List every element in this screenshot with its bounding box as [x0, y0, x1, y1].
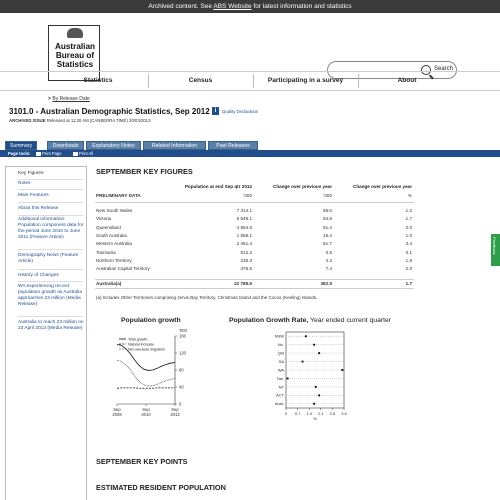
- archive-banner: [0, 0, 500, 13]
- category-label: NT: [278, 384, 284, 390]
- nav-participating[interactable]: Participating in a survey: [267, 77, 344, 84]
- table-cell-change: 0.5: [325, 249, 332, 255]
- sidebar-item-notes[interactable]: Notes: [18, 181, 31, 186]
- chart2-title-main: Population Growth Rate,: [229, 317, 309, 324]
- col-population: Population at end Sep qtr 2012: [184, 184, 252, 189]
- sidebar-divider: [18, 269, 83, 270]
- table-cell-change: 4.2: [325, 257, 332, 263]
- y-tick-label: 160: [179, 333, 186, 339]
- sidebar-divider: [18, 179, 83, 180]
- unit-pop: '000: [243, 193, 252, 198]
- printer-icon: [36, 152, 41, 156]
- x-tick-label: Sep: [171, 407, 179, 412]
- x-tick-label: 0: [284, 411, 288, 416]
- x-tick-label: 1.4: [306, 411, 312, 416]
- sidebar: [5, 166, 87, 500]
- x-tick-label: 2010: [141, 412, 151, 417]
- y-tick-label: 0: [179, 401, 182, 407]
- release-time: Released at 11:30 AM (CANBERRA TIME) 20/03/2013: [45, 118, 151, 123]
- logo-line-1: Australian: [54, 42, 96, 51]
- category-label: Qld: [277, 350, 284, 356]
- nav-statistics[interactable]: Statistics: [83, 77, 113, 84]
- table-cell-change-pct: 1.0: [405, 232, 412, 238]
- table-cell-change: 7.4: [325, 266, 332, 272]
- category-label: SA: [278, 358, 284, 364]
- breadcrumb-link[interactable]: By Release Date: [52, 96, 90, 102]
- table-cell-region: South Australia: [96, 232, 127, 238]
- sidebar-divider: [18, 316, 83, 317]
- tab-summary[interactable]: Summary: [5, 141, 37, 150]
- print-all-button[interactable]: [73, 150, 93, 157]
- category-label: Vic.: [277, 342, 284, 348]
- legend-label: Total growth: [128, 337, 148, 342]
- sidebar-divider: [18, 215, 83, 216]
- category-label: ACT: [276, 392, 284, 398]
- data-point: [341, 369, 343, 371]
- x-tick-label: 2008: [112, 412, 122, 417]
- table-cell-population: 4 584.6: [236, 224, 252, 230]
- col-change: Change over previous year: [273, 184, 332, 189]
- archive-banner-post: for latest information and statistics: [251, 3, 352, 10]
- breadcrumb: [48, 96, 90, 102]
- population-growth-chart: [103, 326, 213, 446]
- plot-frame: [286, 332, 344, 408]
- sidebar-divider: [18, 281, 83, 282]
- chart2-title: [229, 317, 391, 324]
- sidebar-divider: [18, 189, 83, 190]
- printer-icon: [73, 152, 78, 156]
- sidebar-divider: [18, 202, 83, 203]
- data-point: [313, 403, 315, 405]
- abs-website-link[interactable]: ABS Website: [213, 3, 252, 10]
- logo-line-3: Statistics: [56, 60, 94, 69]
- nav-census[interactable]: Census: [188, 77, 213, 84]
- data-point: [305, 335, 307, 337]
- table-cell-change: 86.0: [323, 208, 332, 213]
- x-axis-label: %: [313, 416, 317, 421]
- table-cell-population: 1 658.1: [236, 232, 252, 238]
- page-title: 3101.0 - Australian Demographic Statistics, Sep 2012: [9, 107, 210, 116]
- page-tools-bar: [0, 150, 500, 157]
- print-page-button[interactable]: [36, 150, 62, 157]
- table-cell-region: Australia(a): [96, 281, 122, 286]
- x-tick-label: 2012: [170, 412, 180, 417]
- quality-declaration-link[interactable]: Quality Declaration: [222, 109, 259, 114]
- data-point: [315, 386, 317, 388]
- sidebar-item-about-release[interactable]: About this Release: [18, 206, 59, 211]
- table-cell-change-pct: 1.8: [405, 257, 412, 263]
- x-tick-label: 0.7: [294, 411, 301, 416]
- y-tick-label: 80: [179, 367, 184, 373]
- table-cell-change-pct: 0.1: [405, 249, 412, 255]
- archived-issue: [9, 118, 150, 123]
- table-cell-change-pct: 2.0: [405, 266, 412, 272]
- table-cell-population: 512.2: [240, 249, 252, 255]
- x-tick-label: Sep: [113, 407, 121, 412]
- sidebar-item-wa-release[interactable]: WA experiencing record population growth as Australia approaches 23 million (Media Release): [18, 284, 82, 307]
- table-cell-population: 22 785.5: [234, 281, 252, 286]
- chart1-title: Population growth: [121, 317, 181, 324]
- data-point: [313, 344, 315, 346]
- table-cell-region: Queensland: [96, 224, 121, 230]
- unit-chg: '000: [323, 193, 332, 198]
- table-cell-region: New South Wales: [96, 208, 133, 213]
- table-cell-population: 376.5: [240, 266, 252, 272]
- key-figures-heading: SEPTEMBER KEY FIGURES: [96, 167, 193, 176]
- tab-past-releases[interactable]: Past Releases: [208, 141, 258, 150]
- page-tools-label: Page tools:: [8, 151, 31, 156]
- category-label: Tas.: [276, 375, 284, 381]
- key-points-heading: SEPTEMBER KEY POINTS: [96, 457, 188, 466]
- crest-icon: [67, 28, 83, 38]
- chart2-title-sub: Year ended current quarter: [308, 317, 392, 324]
- info-icon[interactable]: i: [212, 107, 219, 115]
- feedback-label: Feedback: [492, 237, 497, 255]
- data-point: [318, 352, 320, 354]
- table-cell-region: Western Australia: [96, 241, 132, 247]
- feedback-tab[interactable]: [491, 234, 500, 266]
- search-button[interactable]: Search: [433, 66, 453, 72]
- y-axis-label: '000: [179, 328, 187, 333]
- data-point: [301, 360, 303, 362]
- sidebar-divider: [18, 249, 83, 250]
- x-tick-label: 2.8: [329, 411, 336, 416]
- table-rule: [95, 288, 414, 289]
- x-tick-label: 2.1: [318, 411, 324, 416]
- legend-label: Natural increase: [128, 342, 155, 347]
- table-rule: [95, 202, 414, 203]
- table-cell-population: 5 649.1: [236, 216, 252, 222]
- table-cell-population: 7 314.1: [236, 208, 252, 213]
- archived-label: ARCHIVED ISSUE: [9, 118, 46, 123]
- table-cell-change-pct: 3.4: [405, 241, 412, 247]
- table-cell-region: Victoria: [96, 216, 112, 222]
- table-cell-population: 236.3: [240, 257, 252, 263]
- table-footnote: (a) Includes Other Territories comprising Jervis Bay Territory, Christmas Island and the Cocos (Keeling) Islands.: [96, 295, 318, 300]
- category-label: NSW: [274, 333, 284, 339]
- data-point: [287, 377, 289, 379]
- print-page-label: Print Page: [42, 151, 62, 156]
- table-cell-change: 91.4: [323, 224, 332, 230]
- archive-banner-pre: Archived content. See: [148, 3, 214, 10]
- table-cell-change: 81.7: [323, 241, 332, 247]
- main-nav: [0, 71, 500, 91]
- sidebar-item-main-features[interactable]: Main Features: [18, 193, 49, 198]
- table-cell-change: 94.8: [323, 216, 332, 222]
- col-change-pct: Change over previous year: [353, 184, 412, 189]
- print-all-label: Print All: [79, 151, 94, 156]
- legend-label: Net overseas migration: [128, 347, 165, 352]
- x-tick-label: 3.5: [341, 411, 347, 416]
- sidebar-item-23-million[interactable]: Australia to reach 23 million on 23 April 2013 (Media Release): [18, 320, 84, 331]
- x-tick-label: Sep: [142, 407, 150, 412]
- sidebar-item-history[interactable]: History of Changes: [18, 273, 59, 278]
- y-tick-label: 120: [179, 350, 186, 356]
- unit-pct: %: [407, 193, 412, 198]
- data-point: [318, 394, 320, 396]
- logo-line-2: Bureau of: [55, 51, 95, 60]
- y-tick-label: 40: [179, 384, 184, 390]
- category-label: WA: [277, 367, 284, 373]
- category-label: Aust.: [274, 401, 284, 407]
- sidebar-item-additional-info[interactable]: Additional information: Population component data for the period June 2010 to June 2011 (Feature Article): [18, 217, 84, 240]
- growth-rate-chart: [262, 326, 382, 426]
- tab-related-information[interactable]: Related Information: [143, 141, 206, 150]
- site-header: [0, 13, 500, 71]
- table-cell-change: 382.5: [320, 281, 332, 286]
- tab-explanatory-notes[interactable]: Explanatory Notes: [86, 141, 141, 150]
- sidebar-item-demography-news[interactable]: Demography News (Feature Article): [18, 253, 79, 264]
- table-cell-change-pct: 2.0: [405, 224, 412, 230]
- sidebar-item-key-figures[interactable]: Key Figures: [18, 171, 44, 176]
- erp-heading: ESTIMATED RESIDENT POPULATION: [96, 483, 226, 492]
- table-rule: [95, 279, 414, 280]
- row-header: PRELIMINARY DATA: [96, 193, 141, 198]
- table-cell-change: 16.4: [323, 232, 332, 238]
- table-cell-change-pct: 1.7: [405, 281, 412, 286]
- nav-about[interactable]: About: [397, 77, 417, 84]
- table-cell-region: Tasmania: [96, 249, 116, 255]
- table-cell-region: Australian Capital Territory: [96, 266, 150, 272]
- table-cell-change-pct: 1.2: [405, 208, 412, 213]
- table-cell-population: 2 451.4: [236, 241, 252, 247]
- breadcrumb-prefix: >: [48, 96, 53, 102]
- table-cell-change-pct: 1.7: [405, 216, 412, 222]
- tab-downloads[interactable]: Downloads: [47, 141, 84, 150]
- table-cell-region: Northern Territory: [96, 257, 132, 263]
